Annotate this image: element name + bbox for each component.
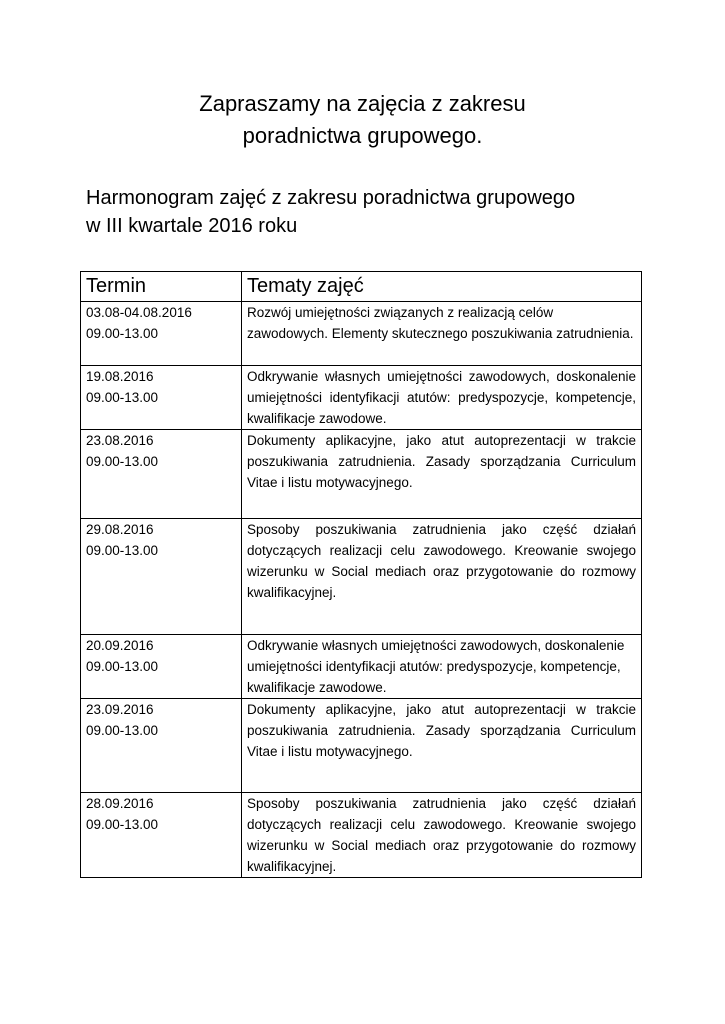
table-row xyxy=(81,302,642,366)
session-date: 23.09.2016 xyxy=(86,702,154,717)
topic-cell: Odkrywanie własnych umiejętności zawodowych, doskonalenie umiejętności identyfikacji atutów: predyspozycje, kompetencje, kwalifikacje zawodowe. xyxy=(242,366,642,430)
table-row xyxy=(81,793,642,878)
table-row xyxy=(81,366,642,430)
session-date: 20.09.2016 xyxy=(86,638,154,653)
session-date: 29.08.2016 xyxy=(86,522,154,537)
session-time: 09.00-13.00 xyxy=(86,390,159,405)
schedule-table xyxy=(80,271,642,878)
topic-cell: Rozwój umiejętności związanych z realizacją celów zawodowych. Elementy skutecznego poszukiwania zatrudnienia. xyxy=(242,302,642,366)
session-time: 09.00-13.00 xyxy=(86,659,159,674)
topic-cell: Odkrywanie własnych umiejętności zawodowych, doskonalenie umiejętności identyfikacji atutów: predyspozycje, kompetencje, kwalifikacje zawodowe. xyxy=(242,635,642,699)
term-cell xyxy=(81,366,242,430)
term-cell xyxy=(81,519,242,635)
table-row xyxy=(81,699,642,793)
session-time: 09.00-13.00 xyxy=(86,817,159,832)
table-row xyxy=(81,519,642,635)
topic-cell: Dokumenty aplikacyjne, jako atut autoprezentacji w trakcie poszukiwania zatrudnienia. Zasady sporządzania Curriculum Vitae i listu motywacyjnego. xyxy=(242,699,642,793)
session-date: 28.09.2016 xyxy=(86,796,154,811)
session-time: 09.00-13.00 xyxy=(86,543,159,558)
session-date: 03.08-04.08.2016 xyxy=(86,305,192,320)
schedule-subtitle-line-1: Harmonogram zajęć z zakresu poradnictwa grupowego xyxy=(86,187,576,209)
session-date: 23.08.2016 xyxy=(86,433,154,448)
session-time: 09.00-13.00 xyxy=(86,454,159,469)
page-title-line-1: Zapraszamy na zajęcia z zakresu xyxy=(199,91,526,116)
page-title-line-2: poradnictwa grupowego. xyxy=(242,123,483,148)
term-cell xyxy=(81,793,242,878)
session-time: 09.00-13.00 xyxy=(86,326,159,341)
column-header-topics: Tematy zajęć xyxy=(242,272,642,302)
session-time: 09.00-13.00 xyxy=(86,723,159,738)
term-cell xyxy=(81,635,242,699)
page-title xyxy=(0,88,725,152)
topic-cell: Dokumenty aplikacyjne, jako atut autoprezentacji w trakcie poszukiwania zatrudnienia. Zasady sporządzania Curriculum Vitae i listu motywacyjnego. xyxy=(242,430,642,519)
table-row xyxy=(81,430,642,519)
term-cell xyxy=(81,302,242,366)
schedule-subtitle-line-2: w III kwartale 2016 roku xyxy=(86,215,298,237)
schedule-subtitle xyxy=(86,184,575,240)
table-row xyxy=(81,635,642,699)
topic-cell: Sposoby poszukiwania zatrudnienia jako część działań dotyczących realizacji celu zawodowego. Kreowanie swojego wizerunku w Social mediach oraz przygotowanie do rozmowy kwalifikacyjnej. xyxy=(242,519,642,635)
term-cell xyxy=(81,430,242,519)
session-date: 19.08.2016 xyxy=(86,369,154,384)
column-header-term: Termin xyxy=(81,272,242,302)
topic-cell: Sposoby poszukiwania zatrudnienia jako część działań dotyczących realizacji celu zawodowego. Kreowanie swojego wizerunku w Social mediach oraz przygotowanie do rozmowy kwalifikacyjnej. xyxy=(242,793,642,878)
term-cell xyxy=(81,699,242,793)
table-header-row xyxy=(81,272,642,302)
